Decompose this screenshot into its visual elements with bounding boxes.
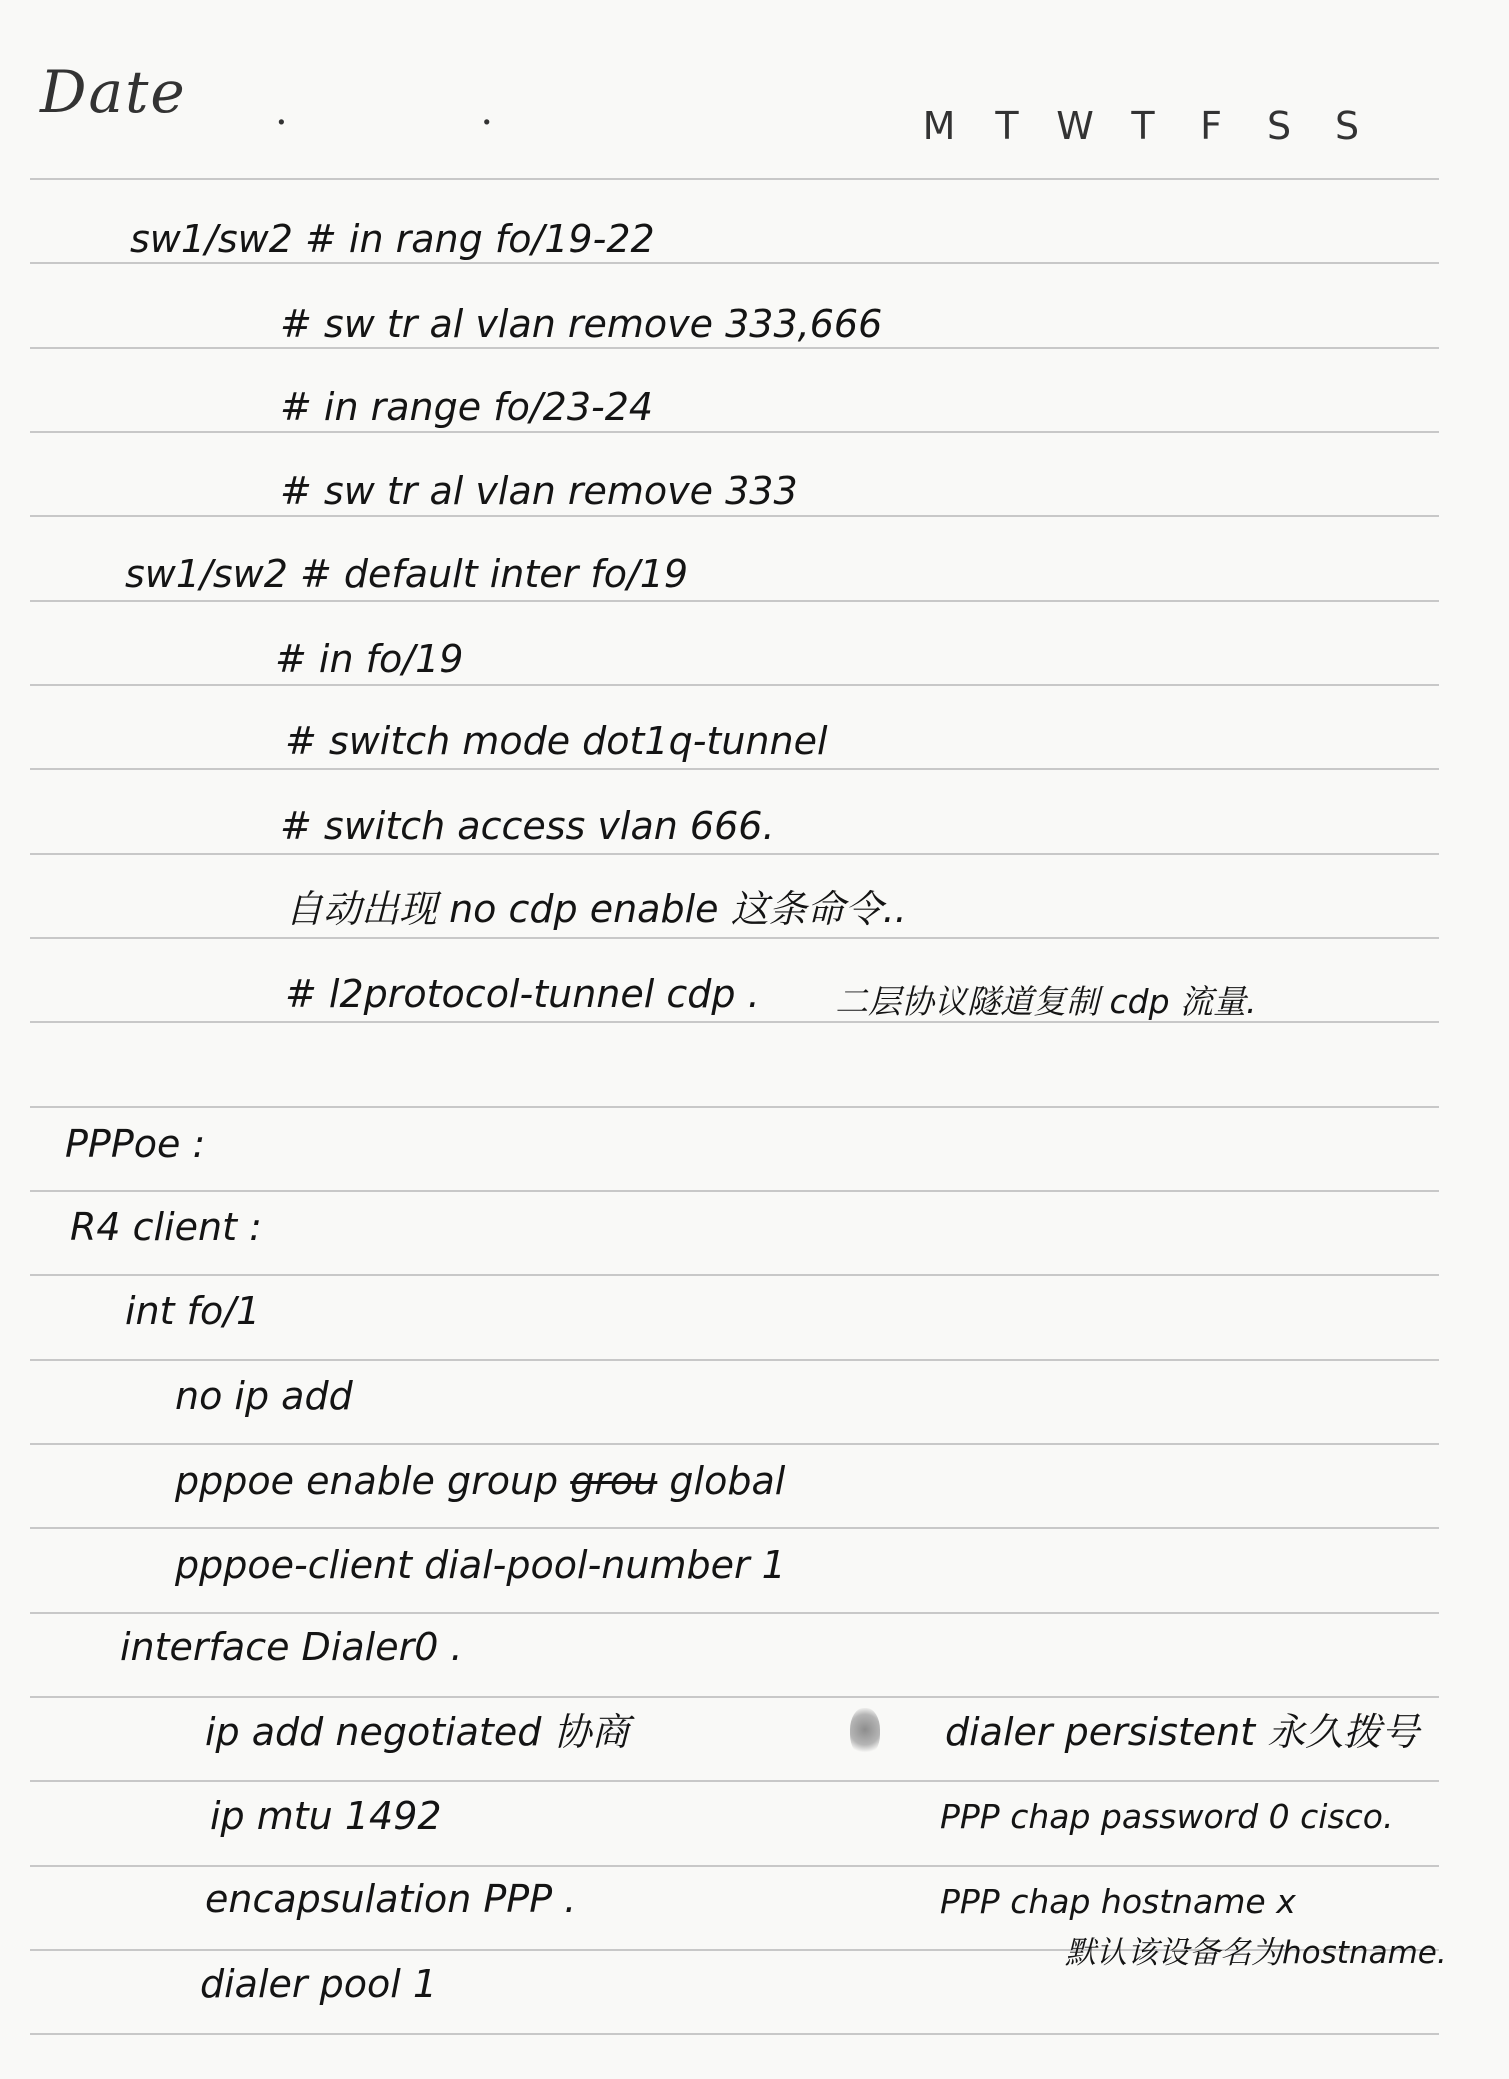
weekday-sunday: S — [1334, 104, 1360, 148]
ruled-line — [30, 1696, 1439, 1698]
note-line: # sw tr al vlan remove 333 — [280, 469, 798, 513]
note-line: # in range fo/23-24 — [280, 385, 654, 429]
ruled-line — [30, 1190, 1439, 1192]
date-separators: . . — [275, 88, 584, 134]
note-line: 自动出现 no cdp enable 这条命令.. — [285, 887, 907, 931]
ruled-line — [30, 1274, 1439, 1276]
ruled-line — [30, 1612, 1439, 1614]
ruled-line — [30, 1443, 1439, 1445]
section-heading: PPPoe : — [65, 1122, 206, 1166]
struck-text: grou — [570, 1459, 658, 1503]
ruled-line — [30, 937, 1439, 939]
note-annotation: 二层协议隧道复制 cdp 流量. — [835, 982, 1257, 1021]
note-line: # switch mode dot1q-tunnel — [285, 719, 828, 763]
weekday-tuesday: T — [995, 104, 1019, 148]
ruled-line — [30, 1865, 1439, 1867]
ruled-line — [30, 684, 1439, 686]
note-line: R4 client : — [70, 1205, 262, 1249]
weekday-saturday: S — [1266, 104, 1292, 148]
note-line: no ip add — [175, 1374, 353, 1418]
note-annotation: 默认该设备名为hostname. — [1065, 1935, 1447, 1971]
note-line: ip mtu 1492 — [210, 1794, 442, 1838]
ruled-line — [30, 1021, 1439, 1023]
ruled-line — [30, 1527, 1439, 1529]
date-label: Date — [40, 58, 187, 126]
ink-smudge — [850, 1708, 880, 1756]
weekday-monday: M — [922, 104, 956, 148]
note-line: # in fo/19 — [275, 637, 464, 681]
weekday-row — [920, 104, 1366, 148]
note-line: int fo/1 — [125, 1289, 261, 1333]
note-text: global — [657, 1459, 786, 1503]
note-line: PPP chap hostname x — [940, 1882, 1296, 1921]
note-line: PPP chap password 0 cisco. — [940, 1797, 1394, 1836]
ruled-line — [30, 600, 1439, 602]
ruled-line — [30, 1780, 1439, 1782]
ruled-line — [30, 262, 1439, 264]
ruled-line — [30, 178, 1439, 180]
note-line: pppoe-client dial-pool-number 1 — [175, 1543, 786, 1587]
note-line: sw1/sw2 # in rang fo/19-22 — [130, 217, 655, 261]
note-line: encapsulation PPP . — [205, 1877, 577, 1921]
ruled-line — [30, 515, 1439, 517]
ruled-line — [30, 347, 1439, 349]
ruled-line — [30, 1106, 1439, 1108]
note-line: dialer persistent 永久拨号 — [945, 1710, 1420, 1754]
ruled-line — [30, 768, 1439, 770]
note-line: # l2protocol-tunnel cdp . — [285, 972, 760, 1016]
note-line: interface Dialer0 . — [120, 1625, 463, 1669]
note-line: sw1/sw2 # default inter fo/19 — [125, 552, 689, 596]
note-line — [175, 1459, 786, 1503]
weekday-wednesday: W — [1056, 104, 1094, 148]
ruled-line — [30, 431, 1439, 433]
note-line: # switch access vlan 666. — [280, 804, 775, 848]
weekday-friday: F — [1200, 104, 1222, 148]
ruled-line — [30, 853, 1439, 855]
note-text: pppoe enable group — [175, 1459, 571, 1503]
weekday-thursday: T — [1131, 104, 1155, 148]
ruled-line — [30, 1359, 1439, 1361]
note-line: dialer pool 1 — [200, 1962, 438, 2006]
ruled-line — [30, 2033, 1439, 2035]
note-line: ip add negotiated 协商 — [205, 1710, 630, 1754]
note-line: # sw tr al vlan remove 333,666 — [280, 302, 883, 346]
